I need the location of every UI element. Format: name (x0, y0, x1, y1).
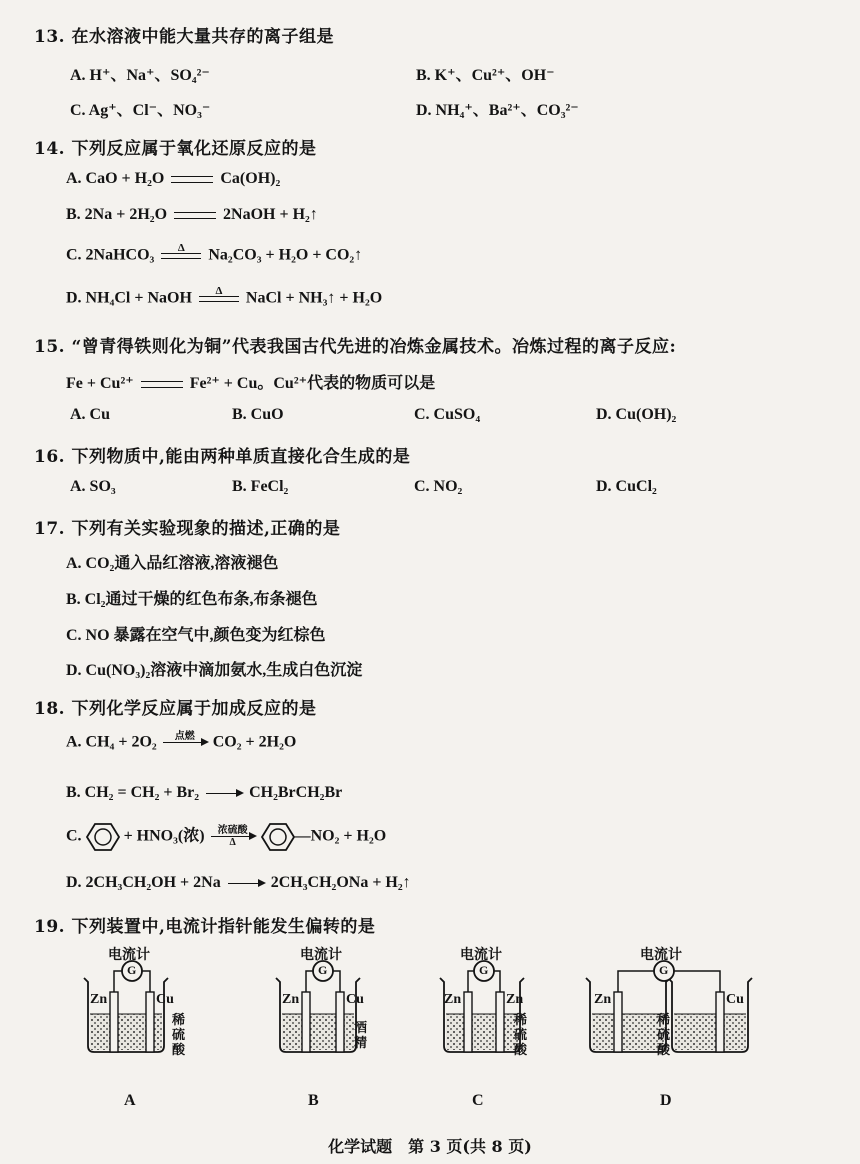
q18-option-c (66, 822, 386, 852)
q15-option-c: C. CuSO₄ (414, 406, 481, 423)
q18-option-a (66, 732, 296, 754)
q14-title: 14. 下列反应属于氧化还原反应的是 (34, 139, 317, 159)
q17-option-b: B. Cl₂通过干燥的红色布条,布条褪色 (66, 591, 318, 608)
setup-label-a: A (124, 1092, 136, 1109)
q14-c-right: Na₂CO₃ + H₂O + CO₂↑ (208, 246, 363, 264)
heat-equals-sign (161, 243, 201, 269)
q14-a-left: A. CaO + H₂O (66, 170, 165, 187)
q13-option-b: B. K⁺、Cu²⁺、OH⁻ (416, 67, 555, 84)
electrode-zn: Zn (282, 992, 300, 1007)
q18-d-left: D. 2CH₃CH₂OH + 2Na (66, 874, 221, 891)
q17-option-c: C. NO 暴露在空气中,颜色变为红棕色 (66, 627, 326, 644)
q14-d-left: D. NH₄Cl + NaOH (66, 289, 192, 307)
q18-title: 18. 下列化学反应属于加成反应的是 (34, 699, 317, 719)
galvanometer-symbol: G (659, 963, 669, 977)
setup-label-b: B (308, 1092, 319, 1109)
q16-option-d: D. CuCl₂ (596, 478, 657, 495)
electrode-cu: Cu (156, 992, 174, 1007)
q15-title: 15. “曾青得铁则化为铜”代表我国古代先进的冶炼金属技术。冶炼过程的离子反应: (34, 337, 677, 357)
condition-sulfuric-acid: 浓硫酸 (217, 825, 248, 836)
reaction-arrow (211, 826, 255, 848)
apparatus-labels (0, 940, 860, 1120)
solution-label-a: 稀硫酸 (172, 1012, 186, 1057)
meter-label-a: 电流计 (108, 948, 150, 963)
reaction-arrow (206, 793, 242, 794)
electrode-zn: Zn (444, 992, 462, 1007)
heat-symbol: Δ (215, 285, 223, 297)
galvanometer-symbol: G (479, 963, 489, 977)
q14-a-right: Ca(OH)₂ (220, 170, 281, 187)
q14-option-a (66, 170, 280, 188)
q18-option-d (66, 874, 411, 892)
setup-label-c: C (472, 1092, 484, 1109)
electrode-zn: Zn (506, 992, 524, 1007)
q13-title: 13. 在水溶液中能大量共存的离子组是 (34, 27, 334, 47)
q19-title: 19. 下列装置中,电流计指针能发生偏转的是 (34, 917, 376, 937)
q18-a-left: A. CH₄ + 2O₂ (66, 733, 157, 751)
page-footer: 化学试题 第 3 页(共 8 页) (328, 1137, 532, 1156)
q18-a-right: CO₂ + 2H₂O (212, 733, 297, 751)
q15-option-d: D. Cu(OH)₂ (596, 406, 677, 423)
q13-option-a: A. H⁺、Na⁺、SO₄²⁻ (70, 67, 210, 84)
q14-b-left: B. 2Na + 2H₂O (66, 206, 168, 223)
electrode-cu: Cu (346, 992, 364, 1007)
meter-label-c: 电流计 (460, 948, 502, 963)
q14-d-right: NaCl + NH₃↑ + H₂O (245, 289, 383, 307)
q18-c-prefix: C. (66, 827, 82, 845)
q15-option-b: B. CuO (232, 406, 284, 423)
meter-label-d: 电流计 (640, 948, 682, 963)
reaction-arrow (228, 883, 264, 884)
q16-option-b: B. FeCl₂ (232, 478, 289, 495)
equals-sign (174, 212, 216, 219)
q17-title: 17. 下列有关实验现象的描述,正确的是 (34, 519, 341, 539)
q15-equation (66, 370, 435, 393)
q16-title: 16. 下列物质中,能由两种单质直接化合生成的是 (34, 447, 411, 467)
electrode-zn: Zn (90, 992, 108, 1007)
q18-c-mid: + HNO₃(浓) (123, 827, 205, 845)
galvanometer-symbol: G (318, 963, 328, 977)
solution-label-c: 稀硫酸 (514, 1012, 528, 1057)
reaction-arrow (163, 732, 207, 754)
q15-eq-right: Fe²⁺ + Cu。Cu²⁺代表的物质可以是 (189, 375, 436, 392)
solution-label-b: 酒精 (354, 1020, 368, 1050)
q17-option-a: A. CO₂通入品红溶液,溶液褪色 (66, 555, 279, 572)
heat-equals-sign (199, 286, 239, 312)
solution-label-d: 稀硫酸 (657, 1012, 671, 1057)
equals-sign (141, 381, 183, 388)
q16-option-a: A. SO₃ (70, 478, 116, 495)
q13-option-d: D. NH₄⁺、Ba²⁺、CO₃²⁻ (416, 102, 579, 119)
q18-b-right: CH₂BrCH₂Br (249, 784, 343, 801)
condition-heat: Δ (229, 837, 236, 848)
q14-option-d (66, 286, 382, 312)
q14-option-c (66, 243, 362, 269)
q14-c-left: C. 2NaHCO₃ (66, 246, 155, 264)
meter-label-b: 电流计 (300, 948, 342, 963)
electrode-zn: Zn (594, 992, 612, 1007)
heat-symbol: Δ (177, 242, 185, 254)
q18-b-left: B. CH₂ = CH₂ + Br₂ (66, 784, 200, 801)
q14-option-b (66, 206, 318, 224)
q18-d-right: 2CH₃CH₂ONa + H₂↑ (270, 874, 411, 891)
q15-option-a: A. Cu (70, 406, 111, 423)
condition-ignite: 点燃 (174, 731, 195, 742)
q15-eq-left: Fe + Cu²⁺ (66, 375, 134, 392)
benzene-icon (86, 822, 120, 852)
equals-sign (171, 176, 213, 183)
q17-option-d: D. Cu(NO₃)₂溶液中滴加氨水,生成白色沉淀 (66, 662, 363, 679)
galvanometer-symbol: G (127, 963, 137, 977)
setup-label-d: D (660, 1092, 672, 1109)
q18-c-right: —NO₂ + H₂O (294, 827, 387, 845)
q13-option-c: C. Ag⁺、Cl⁻、NO₃⁻ (70, 102, 211, 119)
q18-option-b (66, 784, 342, 802)
q14-b-right: 2NaOH + H₂↑ (223, 206, 318, 223)
q16-option-c: C. NO₂ (414, 478, 463, 495)
benzene-icon (261, 822, 295, 852)
electrode-cu: Cu (726, 992, 744, 1007)
